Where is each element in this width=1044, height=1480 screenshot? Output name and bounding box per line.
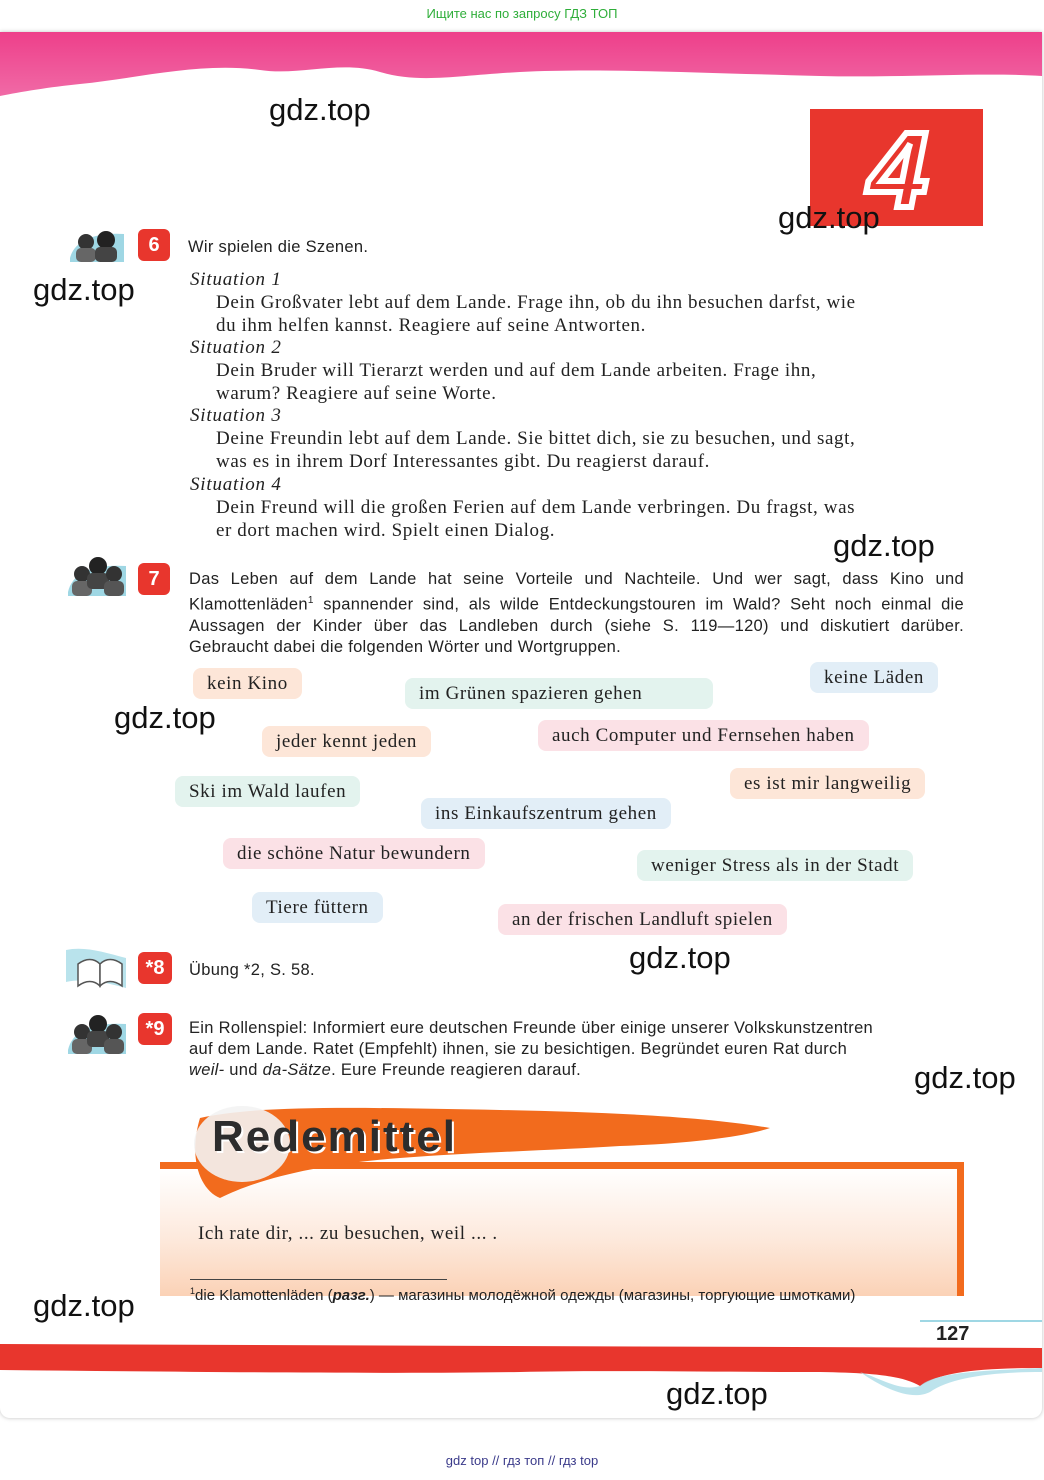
italic-term: weil- (189, 1061, 225, 1079)
exercise-9-text (189, 1018, 964, 1081)
watermark: gdz.top (666, 1376, 768, 1411)
situation-label: Situation 4 (190, 474, 282, 495)
phrase-tag: auch Computer und Fernsehen haben (538, 720, 869, 751)
exercise-7-text-start: Das Leben auf dem Lande hat seine Vorteile und Nachteile. Und wer sagt, dass Kino und Klamottenläden (189, 570, 964, 614)
textbook-page (0, 32, 1042, 1418)
phrase-tag: kein Kino (193, 668, 302, 699)
exercise-6-title: Wir spielen die Szenen. (188, 238, 369, 256)
situation-text-line: Dein Bruder will Tierarzt werden und auf dem Lande arbeiten. Frage ihn, (216, 360, 817, 381)
italic-term: da-Sätze (262, 1061, 332, 1079)
phrase-tag: es ist mir langweilig (730, 768, 925, 799)
exercise-number-9: *9 (138, 1013, 172, 1045)
phrase-tag: weniger Stress als in der Stadt (637, 850, 913, 881)
phrase-tag: die schöne Natur bewundern (223, 838, 485, 869)
bottom-link[interactable]: gdz top (445, 1453, 489, 1468)
watermark: gdz.top (629, 940, 731, 975)
situation-1 (190, 269, 965, 337)
exercise-8-text: Übung *2, S. 58. (189, 961, 315, 979)
open-book-icon (64, 942, 130, 992)
redemittel-phrase: Ich rate dir, ... zu besuchen, weil ... . (198, 1223, 498, 1244)
exercise-9-line: Ein Rollenspiel: Informiert eure deutschen Freunde über einige unserer Volkskunstzentren (189, 1019, 874, 1037)
phrase-tag: Tiere füttern (252, 892, 383, 923)
exercise-9-line (189, 1060, 964, 1081)
exercise-7-text-end: spannender sind, als wilde Entdeckungstouren im Wald? Seht noch einmal die Aussagen der Kinder über das Landleben durch (siehe S. 119—120) und diskutiert darüber. Gebraucht dabei die folgenden Wörter und Wortgruppen. (189, 595, 964, 656)
situation-2 (190, 337, 965, 405)
exercise-9-text-part: . Eure Freunde reagieren darauf. (331, 1061, 581, 1079)
link-separator: // (547, 1453, 556, 1468)
svg-text:4: 4 (867, 109, 929, 226)
footnote-text: die Klamottenläden ( (195, 1287, 333, 1304)
situation-text-line: Dein Großvater lebt auf dem Lande. Frage ihn, ob du ihn besuchen darfst, wie (216, 292, 856, 313)
footnote-text: ) — магазины молодёжной одежды (магазины, торгующие шмотками) (369, 1287, 856, 1304)
students-pair-icon (66, 224, 128, 266)
bottom-links (0, 1453, 1044, 1468)
watermark: gdz.top (33, 1288, 135, 1323)
exercise-number-7: 7 (138, 563, 170, 595)
phrase-tag: ins Einkaufszentrum gehen (421, 798, 671, 829)
footnote-mark: 1 (190, 1286, 196, 1296)
phrase-tag: im Grünen spazieren gehen (405, 678, 713, 709)
situation-text-line: warum? Reagiere auf seine Worte. (216, 383, 497, 404)
link-separator: // (492, 1453, 500, 1468)
exercise-7-text (189, 569, 964, 658)
page-number: 127 (936, 1323, 970, 1345)
exercise-number-8: *8 (138, 952, 172, 984)
watermark: gdz.top (914, 1060, 1016, 1095)
watermark: gdz.top (833, 528, 935, 563)
situation-label: Situation 1 (190, 269, 282, 290)
situation-text-line: du ihm helfen kannst. Reagiere auf seine Antworten. (216, 315, 647, 336)
students-group-icon (66, 552, 128, 598)
phrase-tag: keine Läden (810, 662, 938, 693)
bottom-link[interactable]: гдз топ (502, 1453, 545, 1468)
situation-label: Situation 3 (190, 405, 282, 426)
footnote (190, 1286, 855, 1304)
watermark: gdz.top (114, 700, 216, 735)
footnote-abbr: разг. (332, 1287, 370, 1304)
bottom-link[interactable]: гдз top (558, 1453, 599, 1468)
phrase-tag: Ski im Wald laufen (175, 776, 360, 807)
redemittel-title: Redemittel (212, 1112, 457, 1161)
exercise-9-line: auf dem Lande. Ratet (Empfehlt) ihnen, sie zu besichtigen. Begründet euren Rat durch (189, 1040, 848, 1058)
phrase-tag: jeder kennt jeden (262, 726, 431, 757)
situations-list (190, 269, 965, 542)
situation-text-line: was es in ihrem Dorf Interessantes gibt. Du reagierst darauf. (216, 451, 711, 472)
bottom-wave-decoration (0, 1342, 1042, 1418)
situation-text-line: er dort machen wird. Spielt einen Dialog. (216, 520, 556, 541)
phrase-tag: an der frischen Landluft spielen (498, 904, 787, 935)
watermark: gdz.top (778, 200, 880, 235)
situation-3 (190, 405, 965, 474)
footnote-divider (190, 1279, 447, 1280)
exercise-number-6: 6 (138, 229, 170, 261)
students-group-icon (66, 1010, 128, 1056)
top-banner[interactable]: Ищите нас по запросу ГДЗ ТОП (426, 6, 618, 21)
situation-label: Situation 2 (190, 337, 282, 358)
situation-text-line: Dein Freund will die großen Ferien auf dem Lande verbringen. Du fragst, was (216, 497, 856, 518)
footnote-mark: 1 (307, 595, 314, 606)
watermark: gdz.top (269, 92, 371, 127)
situation-text-line: Deine Freundin lebt auf dem Lande. Sie bittet dich, sie zu besuchen, und sagt, (216, 428, 856, 449)
watermark: gdz.top (33, 272, 135, 307)
exercise-9-text-part: und (224, 1061, 263, 1079)
